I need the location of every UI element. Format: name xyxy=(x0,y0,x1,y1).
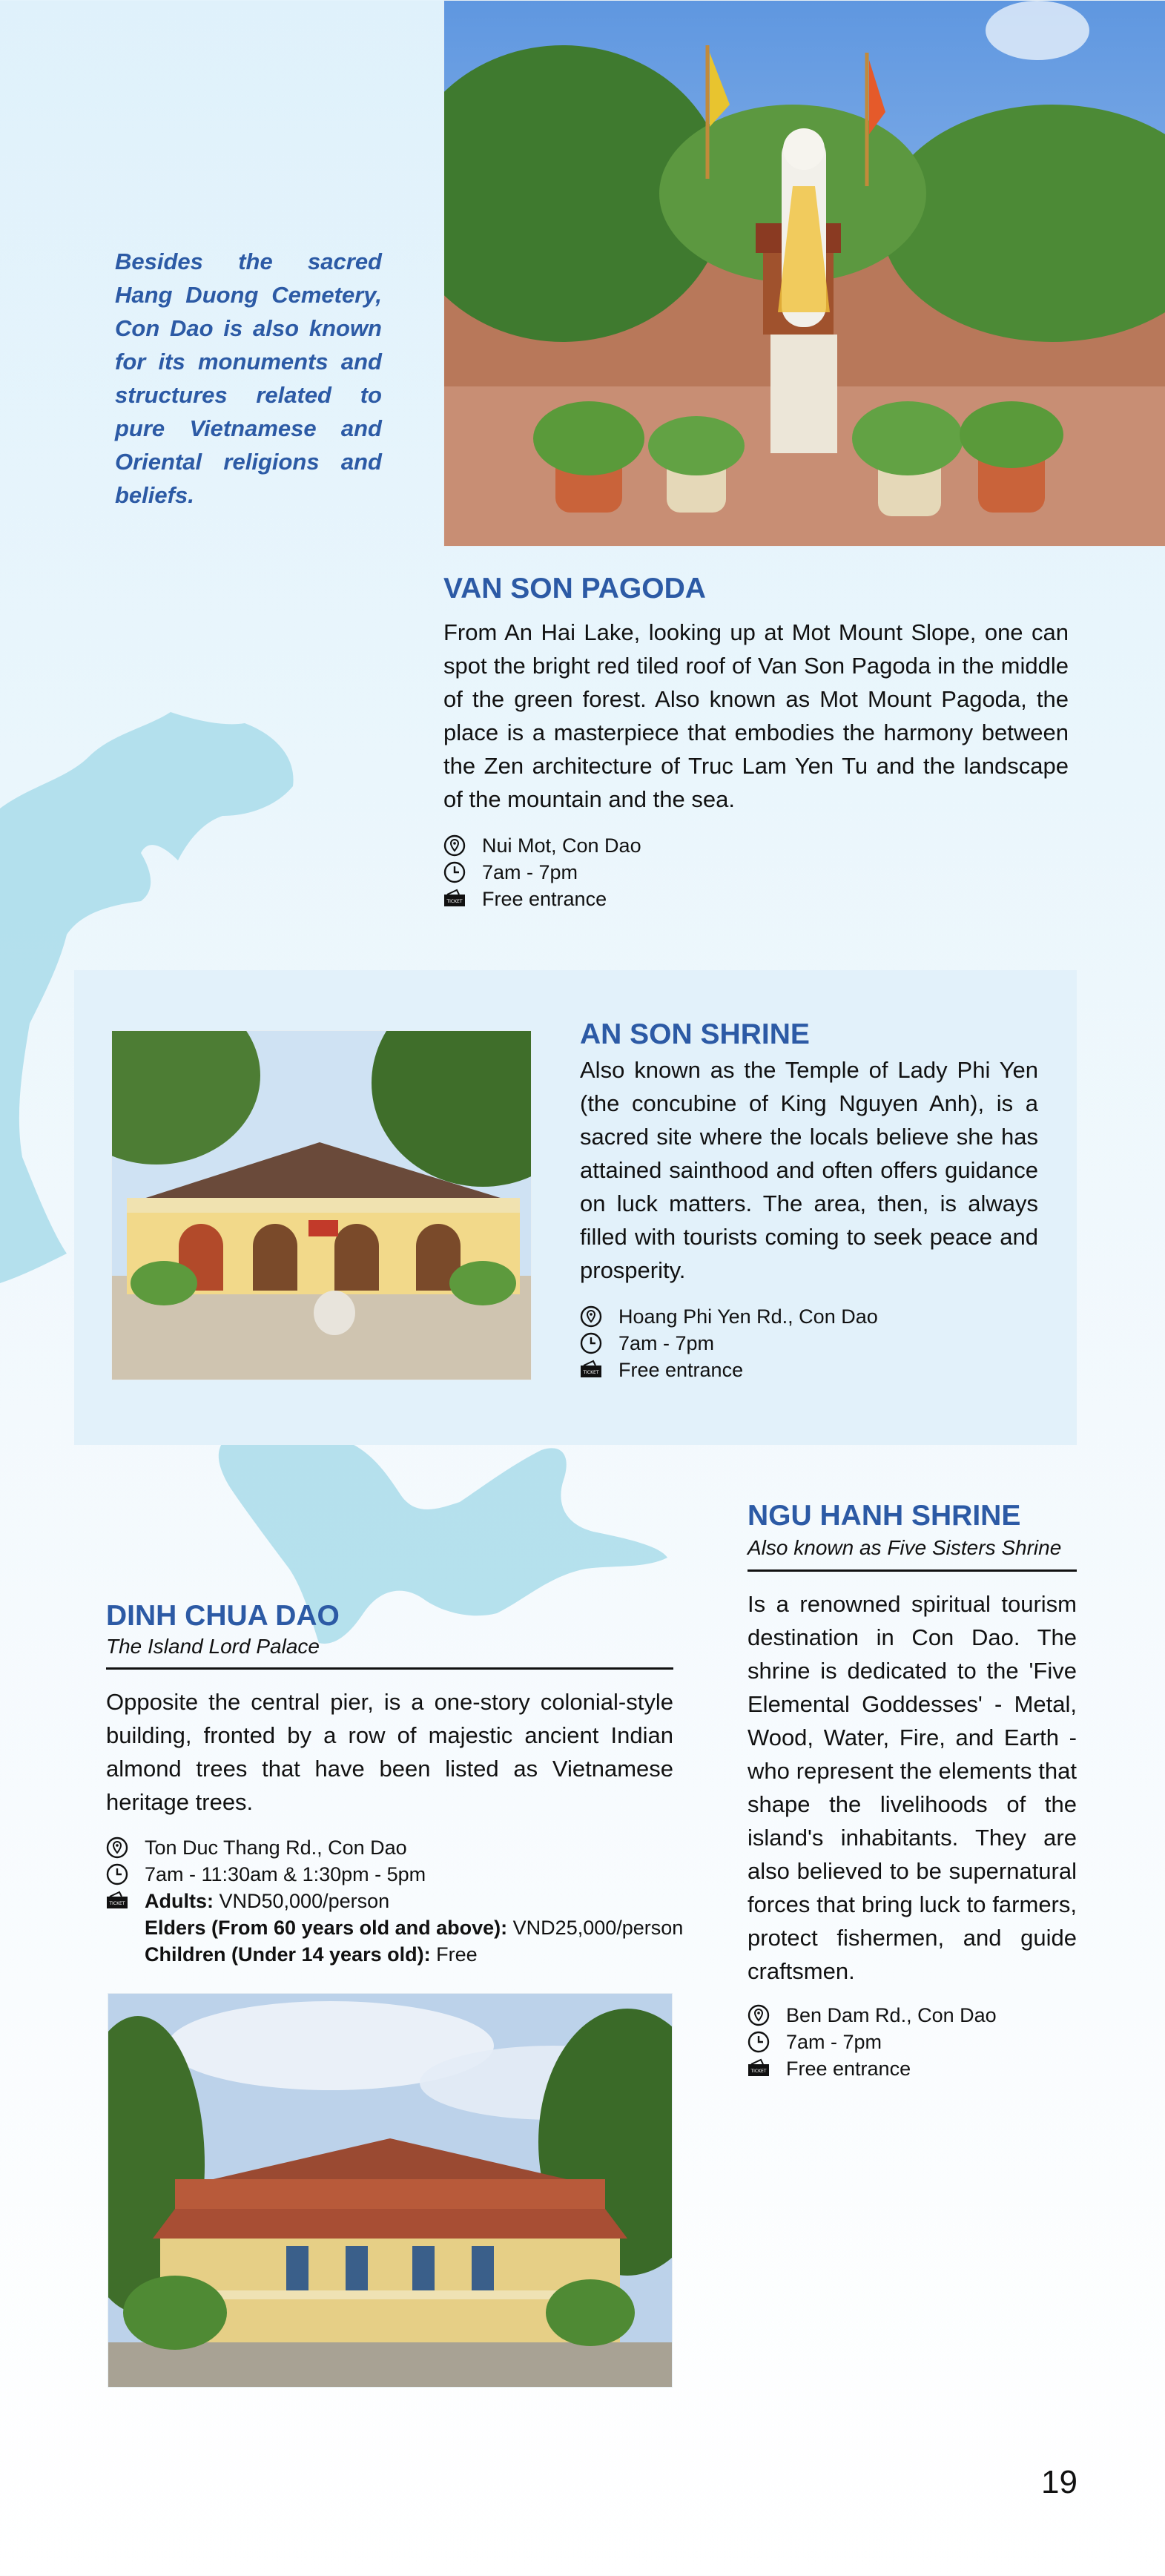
an-son-info xyxy=(580,1303,878,1383)
clock-icon xyxy=(580,1332,602,1354)
ngu-hanh-rule xyxy=(747,1569,1077,1572)
van-son-hours: 7am - 7pm xyxy=(482,861,578,883)
an-son-ticket: Free entrance xyxy=(618,1359,744,1381)
location-pin-icon xyxy=(106,1837,128,1859)
van-son-info xyxy=(443,832,641,912)
clock-icon xyxy=(106,1863,128,1885)
an-son-description: Also known as the Temple of Lady Phi Yen (the concubine of King Nguyen Anh), is a sacred site where the locals believe she has attained sainthood and often offers guidance on luck matters. The area, then, is always filled with tourists coming to seek peace and prosperity. xyxy=(580,1057,1038,1283)
ngu-hanh-subtitle: Also known as Five Sisters Shrine xyxy=(747,1536,1062,1559)
an-son-shrine-photo xyxy=(111,1030,532,1380)
dinh-chua-dao-photo xyxy=(108,1993,673,2388)
ngu-hanh-ticket: Free entrance xyxy=(786,2058,911,2080)
children-price: Free xyxy=(436,1943,478,1966)
van-son-pagoda-photo xyxy=(443,0,1165,547)
van-son-description: From An Hai Lake, looking up at Mot Mount Slope, one can spot the bright red tiled roof of Van Son Pagoda in the middle of the green forest. Also known as Mot Mount Pagoda, the place is a masterpiece that embodies the harmony between the Zen architecture of Truc Lam Yen Tu and the landscape of the mountain and the sea. xyxy=(443,619,1069,812)
location-pin-icon xyxy=(580,1305,602,1328)
van-son-title: VAN SON PAGODA xyxy=(443,573,706,605)
svg-text:TICKET: TICKET xyxy=(750,2069,767,2074)
ngu-hanh-title: NGU HANH SHRINE xyxy=(747,1500,1021,1532)
dinh-chua-info xyxy=(106,1834,683,1968)
van-son-address: Nui Mot, Con Dao xyxy=(482,834,641,857)
location-pin-icon xyxy=(443,834,466,857)
page-number: 19 xyxy=(1041,2464,1077,2500)
van-son-ticket: Free entrance xyxy=(482,888,607,910)
clock-icon xyxy=(747,2031,770,2053)
adults-label: Adults: xyxy=(145,1890,214,1912)
ticket-icon xyxy=(106,1890,128,1912)
clock-icon xyxy=(443,861,466,883)
location-pin-icon xyxy=(747,2004,770,2026)
ngu-hanh-info xyxy=(747,2002,997,2082)
svg-text:TICKET: TICKET xyxy=(109,1901,125,1906)
ticket-icon xyxy=(747,2058,770,2080)
dinh-chua-address: Ton Duc Thang Rd., Con Dao xyxy=(145,1837,407,1859)
ngu-hanh-description: Is a renowned spiritual tourism destination in Con Dao. The shrine is dedicated to the 'Five Elemental Goddesses' - Metal, Wood, Water, Fire, and Earth - who represent the elements that shape the livelihoods of the island's inhabitants. They are also believed to be supernatural forces that bring luck to farmers, protect fishermen, and guide craftsmen. xyxy=(747,1591,1077,1984)
dinh-chua-description: Opposite the central pier, is a one-story colonial-style building, fronted by a row of majestic ancient Indian almond trees that have been listed as Vietnamese heritage trees. xyxy=(106,1689,673,1815)
an-son-address: Hoang Phi Yen Rd., Con Dao xyxy=(618,1305,878,1328)
dinh-chua-subtitle: The Island Lord Palace xyxy=(106,1635,320,1658)
elders-label: Elders (From 60 years old and above): xyxy=(145,1917,508,1939)
an-son-title: AN SON SHRINE xyxy=(580,1018,810,1050)
an-son-hours: 7am - 7pm xyxy=(618,1332,715,1354)
ticket-icon xyxy=(443,888,466,910)
adults-price: VND50,000/person xyxy=(219,1890,390,1912)
intro-text: Besides the sacred Hang Duong Cemetery, Con Dao is also known for its monuments and structures related to pure Vietnamese and Oriental religions and beliefs. xyxy=(115,248,382,508)
ngu-hanh-hours: 7am - 7pm xyxy=(786,2031,882,2053)
svg-text:TICKET: TICKET xyxy=(583,1370,599,1375)
svg-text:TICKET: TICKET xyxy=(446,899,463,904)
dinh-chua-title: DINH CHUA DAO xyxy=(106,1600,340,1632)
elders-price: VND25,000/person xyxy=(512,1917,684,1939)
dinh-chua-hours: 7am - 11:30am & 1:30pm - 5pm xyxy=(145,1863,426,1885)
children-label: Children (Under 14 years old): xyxy=(145,1943,431,1966)
ngu-hanh-address: Ben Dam Rd., Con Dao xyxy=(786,2004,997,2026)
ticket-icon xyxy=(580,1359,602,1381)
dinh-chua-rule xyxy=(106,1667,673,1670)
